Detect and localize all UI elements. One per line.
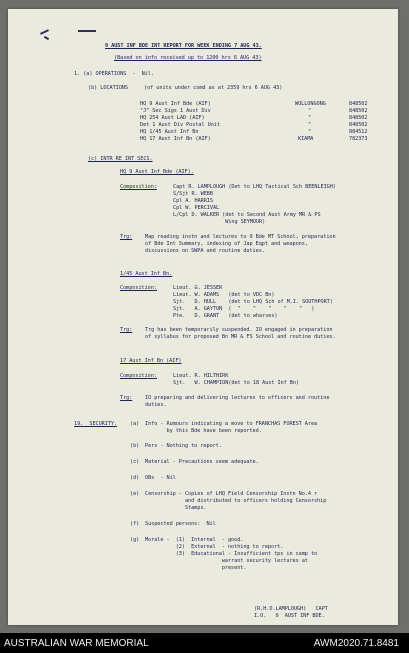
location-place: " — [308, 129, 312, 135]
security-item-line: Material - Precautions seem adequate. — [145, 459, 259, 465]
security-item-line: OBs - Nil — [145, 475, 176, 481]
location-ref: 848502 — [349, 101, 368, 107]
location-ref: 848502 — [349, 122, 368, 128]
bn145-composition-line: Sjt. D. HULL (det to LHQ Sch of M.I. SOUTHPORT) — [173, 299, 333, 305]
location-unit: "J" Sec Sigs 1 Aust Div — [140, 108, 211, 114]
hq-heading: HQ 9 Aust Inf Bde (AIF). — [120, 169, 194, 175]
bn17-composition-line: Sjt. W. CHAMPION(det to 18 Aust Inf Bn) — [173, 380, 299, 386]
location-unit: HQ 254 Aust LAD (AIF) — [140, 115, 205, 121]
hq-composition-label: Composition: — [120, 184, 157, 190]
ink-mark — [40, 29, 49, 35]
hq-composition-line: Cpl W. PERCIVAL — [173, 205, 220, 211]
location-ref: 884512 — [349, 129, 368, 135]
hq-composition-line: S/Sjt R. WEBB — [173, 191, 213, 197]
report-subtitle: (Based on info received up to 1200 hrs 6 AUG 43) — [114, 55, 262, 61]
bn145-heading: 1/45 Aust Inf Bn. — [120, 271, 173, 277]
location-place: " — [308, 108, 312, 114]
security-item-id: (a) — [130, 421, 140, 427]
hq-composition-line: Cpl A. HARRIS — [173, 198, 213, 204]
catalogue-number: AWM2020.71.8481 — [313, 638, 399, 649]
security-item-line: present. — [145, 565, 247, 571]
bn145-composition-label: Composition: — [120, 285, 157, 291]
section-operations: 1. (a) OPERATIONS - Nil. — [74, 71, 154, 77]
archive-footer — [0, 633, 409, 653]
location-unit: HQ 9 Aust Inf Bde (AIF) — [140, 101, 211, 107]
location-unit: Det 1 Aust Div Postal Unit — [140, 122, 220, 128]
bn17-training-label: Trg: — [120, 395, 133, 401]
bn145-training-line: Trg has been temporarily suspended. IO engaged in preparation — [145, 327, 333, 333]
location-place: " — [308, 115, 312, 121]
location-unit: HQ 17 Aust Inf Bn (AIF) — [140, 136, 211, 142]
bn17-composition-label: Composition: — [120, 373, 157, 379]
security-item-id: (b) — [130, 443, 140, 449]
ink-mark — [44, 36, 49, 40]
hq-composition-line: L/Cpl D. WALKER (det to Second Aust Army MR & PS — [173, 212, 321, 218]
security-item-id: (e) — [130, 491, 140, 497]
security-item-line: Stamps. — [145, 505, 207, 511]
bn145-training-label: Trg: — [120, 327, 133, 333]
location-place: KIAMA — [298, 136, 314, 142]
bn17-training-line: IO preparing and delivering lectures to officers and routine — [145, 395, 330, 401]
hq-composition-line: Wing SEYMOUR) — [173, 219, 266, 225]
security-item-id: (c) — [130, 459, 140, 465]
location-ref: 848502 — [349, 115, 368, 121]
security-item-line: by this Bde have been reported. — [145, 428, 262, 434]
security-item-id: (g) — [130, 537, 140, 543]
archive-name: AUSTRALIAN WAR MEMORIAL — [4, 638, 149, 649]
report-title: 9 AUST INF BDE INT REPORT FOR WEEK ENDING 7 AUG 43. — [105, 43, 262, 49]
security-item-line: and distributed to officers holding Censorship — [145, 498, 327, 504]
bn145-composition-line: Lieut. W. ADAMS (det to VDC Bn) — [173, 292, 275, 298]
bn17-composition-line: Lieut. R. HILTHIRK — [173, 373, 229, 379]
location-place: " — [308, 122, 312, 128]
location-unit: HQ 1/45 Aust Inf Bn — [140, 129, 199, 135]
section-security: 19. SECURITY. — [74, 421, 118, 427]
security-item-line: warrant security lectures at — [145, 558, 308, 564]
ink-mark — [78, 30, 96, 32]
location-place: WOLLONGONG — [295, 101, 326, 107]
security-item-id: (f) — [130, 521, 140, 527]
security-item-id: (d) — [130, 475, 140, 481]
hq-training-line: Map reading instn and lectures to 9 Bde MT School, preparation — [145, 234, 336, 240]
hq-training-label: Trg: — [120, 234, 133, 240]
location-ref: 848502 — [349, 108, 368, 114]
document-page — [8, 9, 398, 625]
hq-training-line: of Bde Int Summary, indexing of Jap Eqpt and weapons, — [145, 241, 308, 247]
bn145-composition-line: Pte. D. GRANT (det to wharves) — [173, 313, 278, 319]
security-item-line: Info - Rumours indicating a move to FRANCHAS FOREST Area — [145, 421, 318, 427]
bn145-composition-line: Sjt. A. GAYTON ( " " " " " ) — [173, 306, 315, 312]
locations-label: (b) LOCATIONS — [88, 85, 128, 91]
security-item-line: Suspected persons: Nil — [145, 521, 216, 527]
int-secs-label: (c) INTR RE INT SECS. — [88, 156, 153, 162]
bn145-training-line: of syllabus for proposed Bn MR & FS School and routine duties. — [145, 334, 336, 340]
security-item-line: (2) External - nothing to report. — [145, 544, 284, 550]
security-item-line: Censorship - Copies of LHQ Field Censorship Instn No.4 r — [145, 491, 318, 497]
location-ref: 782373 — [349, 136, 368, 142]
signature-name: (R.H.O.LAMPLOUGH) CAPT — [254, 606, 328, 612]
hq-composition-line: Capt R. LAMPLOUGH (Det to LHQ Tactical Sch BEENLEIGH) — [173, 184, 336, 190]
security-item-line: (3) Educational - Insufficient tps in camp to — [145, 551, 318, 557]
bn145-composition-line: Lieut. G. JESSER — [173, 285, 223, 291]
security-item-line: Pers - Nothing to report. — [145, 443, 222, 449]
bn17-training-line: duties. — [145, 402, 167, 408]
signature-role: I.O. 9 AUST INF BDE. — [254, 613, 325, 619]
locations-note: (of units under comd as at 2359 hrs 6 AUG 43) — [144, 85, 283, 91]
security-item-line: Morale - (1) Internal - good. — [145, 537, 244, 543]
bn17-heading: 17 Aust Inf Bn (AIF) — [120, 358, 182, 364]
hq-training-line: discussions on SWPA and routine duties. — [145, 248, 265, 254]
